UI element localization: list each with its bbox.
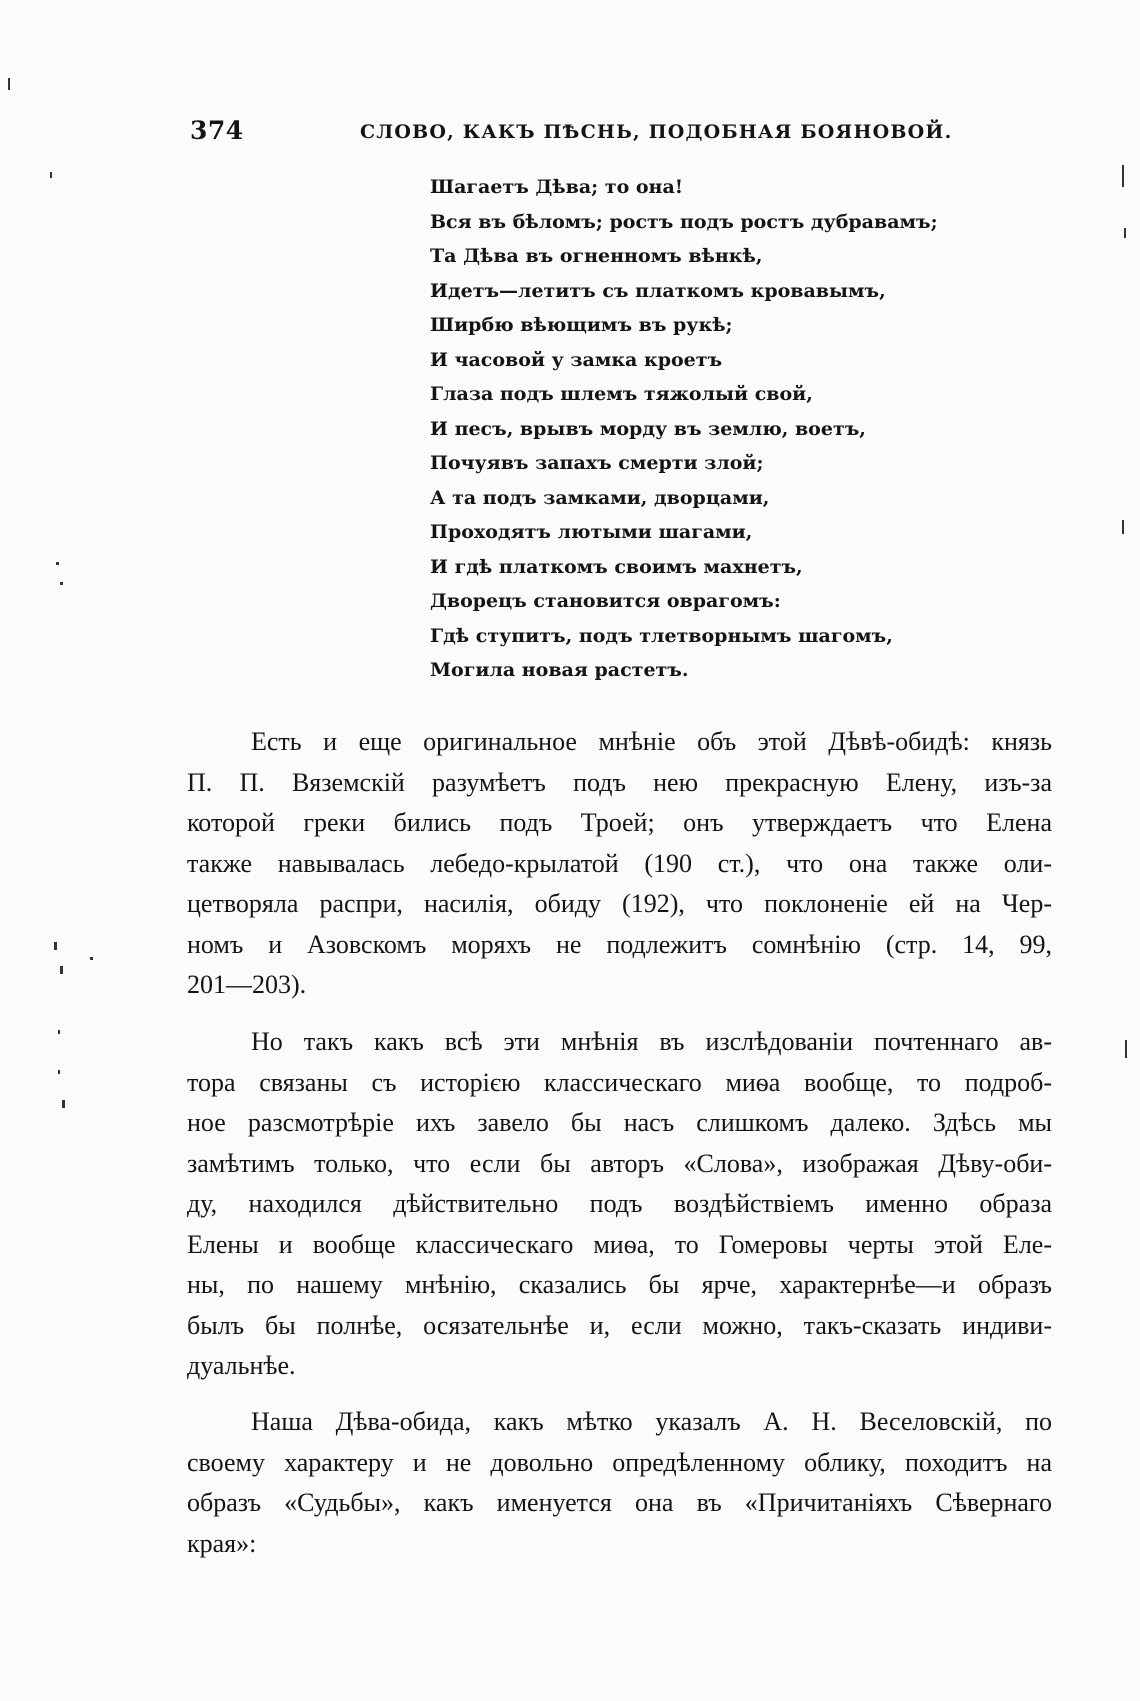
poem-line: Вся въ бѣломъ; ростъ подъ ростъ дубравамъ; [430, 210, 938, 233]
paragraph-line: Наша Дѣва-обида, какъ мѣтко указалъ А. Н. Веселовскій, по [251, 1407, 1052, 1436]
poem-line: Гдѣ ступитъ, подъ тлетворнымъ шагомъ, [430, 624, 893, 647]
paragraph-line: своему характеру и не довольно опредѣленному облику, походитъ на [187, 1447, 1052, 1477]
paragraph-line: Но такъ какъ всѣ эти мнѣнія въ изслѣдованіи почтеннаго ав- [251, 1027, 1052, 1056]
poem-line: И гдѣ платкомъ своимъ махнетъ, [430, 555, 803, 578]
paragraph-line: которой греки бились подъ Троей; онъ утверждаетъ что Елена [187, 808, 1052, 837]
paragraph-line: края»: [187, 1528, 257, 1558]
scan-speck [50, 172, 52, 178]
scan-speck [8, 78, 10, 90]
paragraph-line: ду, находился дѣйствительно подъ воздѣйствіемъ именно образа [187, 1189, 1052, 1218]
poem-line: И песъ, врывъ морду въ землю, воетъ, [430, 417, 866, 440]
scan-speck [60, 966, 63, 974]
page-header [190, 116, 1070, 156]
paragraph-line: дуальнѣе. [187, 1351, 296, 1380]
scan-speck [90, 957, 93, 960]
paragraph-vyazemsky [187, 722, 1052, 1006]
poem-line: Шагаетъ Дѣва; то она! [430, 176, 684, 198]
poem-line: Дворецъ становится оврагомъ: [430, 590, 781, 612]
paragraph-line: цетворяла распри, насилія, обиду (192), что поклоненіе ей на Чер- [187, 889, 1052, 918]
paragraph-line: 201—203). [187, 970, 307, 999]
paragraph-line: также навывалась лебедо-крылатой (190 ст.), что она также оли- [187, 848, 1052, 878]
poem-line: Идетъ—летитъ съ платкомъ кровавымъ, [430, 279, 886, 302]
poem-block [430, 170, 990, 688]
scan-speck [1122, 165, 1124, 187]
paragraph-line: ное разсмотрѣріе ихъ завело бы насъ слишкомъ далеко. Здѣсь мы [187, 1108, 1052, 1137]
paragraph-veselovsky [187, 1402, 1052, 1564]
poem-line: Та Дѣва въ огненномъ вѣнкѣ, [430, 245, 763, 267]
poem-line: Могила новая растетъ. [430, 659, 689, 681]
paragraph-line: номъ и Азовскомъ моряхъ не подлежитъ сомнѣнію (стр. 14, 99, [187, 929, 1052, 959]
paragraph-line: ны, по нашему мнѣнію, сказались бы ярче, характернѣе—и образъ [187, 1270, 1052, 1299]
scan-speck [1124, 228, 1126, 238]
poem-line: А та подъ замками, дворцами, [430, 486, 770, 509]
running-head: СЛОВО, КАКЪ ПѢСНЬ, ПОДОБНАЯ БОЯНОВОЙ. [360, 121, 953, 143]
paragraph-line: П. П. Вяземскій разумѣетъ подъ нею прекрасную Елену, изъ-за [187, 767, 1052, 797]
paragraph-line: Есть и еще оригинальное мнѣніе объ этой Дѣвѣ-обидѣ: князь [251, 727, 1052, 756]
paragraph-line: тора связаны съ исторією классическаго миѳа вообще, то подроб- [187, 1067, 1052, 1097]
poem-line: Глаза подъ шлемъ тяжолый свой, [430, 383, 813, 405]
poem-line: Проходятъ лютыми шагами, [430, 521, 753, 543]
scan-speck [1125, 1040, 1127, 1058]
page-number: 374 [190, 116, 244, 145]
paragraph-line: былъ бы полнѣе, осязательнѣе и, если можно, такъ-сказать индиви- [187, 1310, 1052, 1340]
scan-speck [58, 1030, 60, 1034]
paragraph-line: замѣтимъ только, что если бы авторъ «Слова», изображая Дѣву-оби- [187, 1148, 1052, 1178]
scan-speck [60, 582, 63, 585]
scan-speck [62, 1100, 65, 1108]
scan-speck [58, 1070, 60, 1074]
scan-speck [56, 562, 59, 565]
paragraph-classical-myth [187, 1022, 1052, 1387]
paragraph-line: образъ «Судьбы», какъ именуется она въ «Причитаніяхъ Сѣвернаго [187, 1488, 1052, 1517]
scan-speck [1122, 520, 1124, 534]
paragraph-line: Елены и вообще классическаго миѳа, то Гомеровы черты этой Еле- [187, 1229, 1052, 1259]
poem-line: Ширбю вѣющимъ въ рукѣ; [430, 314, 733, 336]
poem-line: И часовой у замка кроетъ [430, 348, 723, 371]
poem-line: Почуявъ запахъ смерти злой; [430, 452, 764, 474]
scan-speck [54, 942, 57, 950]
